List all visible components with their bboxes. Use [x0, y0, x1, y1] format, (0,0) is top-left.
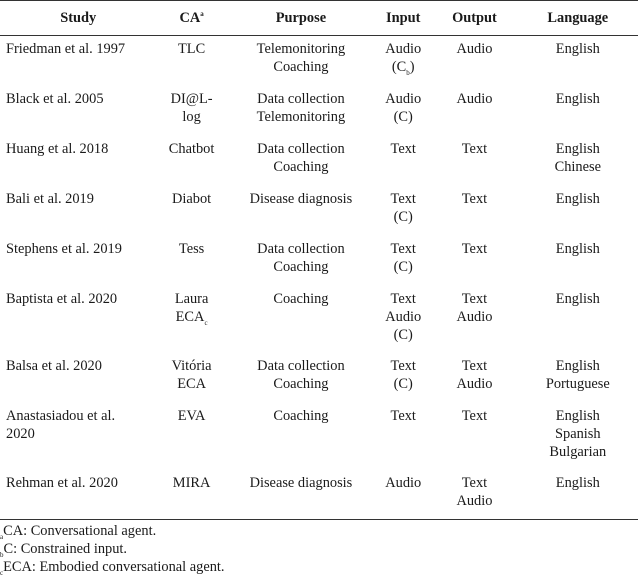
table-row: [0, 186, 638, 236]
cell-study: Rehman et al. 2020: [6, 474, 118, 491]
cell-input: Audio $(C_b)$: [385, 41, 422, 77]
cell-output: Audio: [456, 41, 493, 57]
cell-study: Bali et al. 2019: [6, 190, 94, 207]
cell-ca: EVA: [177, 407, 206, 424]
cell-purpose: Coaching: [273, 407, 329, 424]
cell-input: Text: [390, 140, 416, 157]
footnote-c: $_c$ECA: Embodied conversational agent.: [0, 559, 225, 577]
cell-purpose: Disease diagnosis: [249, 474, 353, 491]
cell-input: Text Audio (C): [385, 290, 422, 343]
cell-study: Black et al. 2005: [6, 90, 104, 107]
footnote-a: $_a$CA: Conversational agent.: [0, 523, 157, 541]
cell-ca: Vitória ECA: [171, 357, 212, 392]
cell-output: Text: [461, 140, 488, 157]
cell-output: Text: [461, 190, 488, 207]
table-row: [0, 403, 638, 470]
footnote-mark-a: a: [200, 10, 204, 19]
cell-ca: Chatbot: [168, 140, 215, 157]
cell-purpose: Data collection Telemonitoring: [256, 90, 346, 125]
cell-input: Text: [390, 407, 416, 424]
cell-ca: Diabot: [172, 190, 212, 207]
cell-purpose: Data collection Coaching: [257, 357, 345, 392]
cell-language: English Chinese: [554, 140, 601, 175]
table-row: [0, 470, 638, 520]
cell-purpose: Data collection Coaching: [257, 140, 345, 175]
table-row: [0, 236, 638, 286]
cell-study: Friedman et al. 1997: [6, 41, 126, 57]
table-row: [0, 136, 638, 186]
footnote-mark-b: b: [406, 68, 410, 77]
cell-output: Text Audio: [456, 290, 493, 325]
cell-language: English: [555, 474, 600, 491]
table-body: [0, 36, 638, 520]
cell-input: Audio (C): [385, 90, 422, 125]
cell-study: Stephens et al. 2019: [6, 240, 122, 257]
table-row: [0, 286, 638, 353]
cell-language: English: [555, 90, 600, 107]
table-row: [0, 36, 638, 86]
header-row: [0, 1, 638, 36]
cell-output: Text: [461, 407, 488, 424]
cell-output: Text Audio: [456, 474, 493, 509]
header-language: Language: [547, 10, 609, 26]
header-output: Output: [452, 10, 497, 26]
cell-output: Text Audio: [456, 357, 493, 392]
table-row: [0, 86, 638, 136]
header-ca: $CA^a$: [179, 10, 204, 26]
cell-study: Baptista et al. 2020: [6, 290, 118, 307]
cell-language: English: [555, 290, 600, 307]
cell-purpose: Data collection Coaching: [257, 240, 345, 275]
footnote-mark-c: c: [204, 318, 208, 327]
cell-input: Audio: [385, 474, 422, 491]
header-purpose: Purpose: [275, 10, 327, 26]
cell-ca: Laura $ECA_c$: [174, 290, 209, 327]
cell-input: Text (C): [390, 190, 416, 225]
cell-input: Text (C): [390, 357, 416, 392]
header-study: Study: [60, 10, 97, 26]
table-row: [0, 353, 638, 403]
footnotes: [0, 522, 225, 576]
header-input: Input: [386, 10, 421, 26]
cell-study: Anastasiadou et al. 2020: [6, 407, 116, 442]
cell-language: English: [555, 240, 600, 257]
cell-ca: MIRA: [172, 474, 211, 491]
cell-purpose: Coaching: [273, 290, 329, 307]
cell-ca: TLC: [178, 41, 206, 57]
cell-study: Balsa et al. 2020: [6, 357, 102, 374]
cell-language: English: [555, 190, 600, 207]
cell-input: Text (C): [390, 240, 416, 275]
cell-ca: Tess: [178, 240, 205, 257]
cell-purpose: Telemonitoring Coaching: [256, 41, 346, 75]
footnote-b: $_b$C: Constrained input.: [0, 541, 128, 559]
cell-study: Huang et al. 2018: [6, 140, 109, 157]
cell-purpose: Disease diagnosis: [249, 190, 353, 207]
cell-language: English Portuguese: [545, 357, 610, 392]
cell-language: English Spanish Bulgarian: [549, 407, 607, 460]
cell-output: Audio: [456, 90, 493, 107]
cell-ca: DI@L- log: [170, 90, 213, 125]
table-header: [0, 1, 638, 36]
cell-language: English: [555, 41, 600, 57]
cell-output: Text: [461, 240, 488, 257]
